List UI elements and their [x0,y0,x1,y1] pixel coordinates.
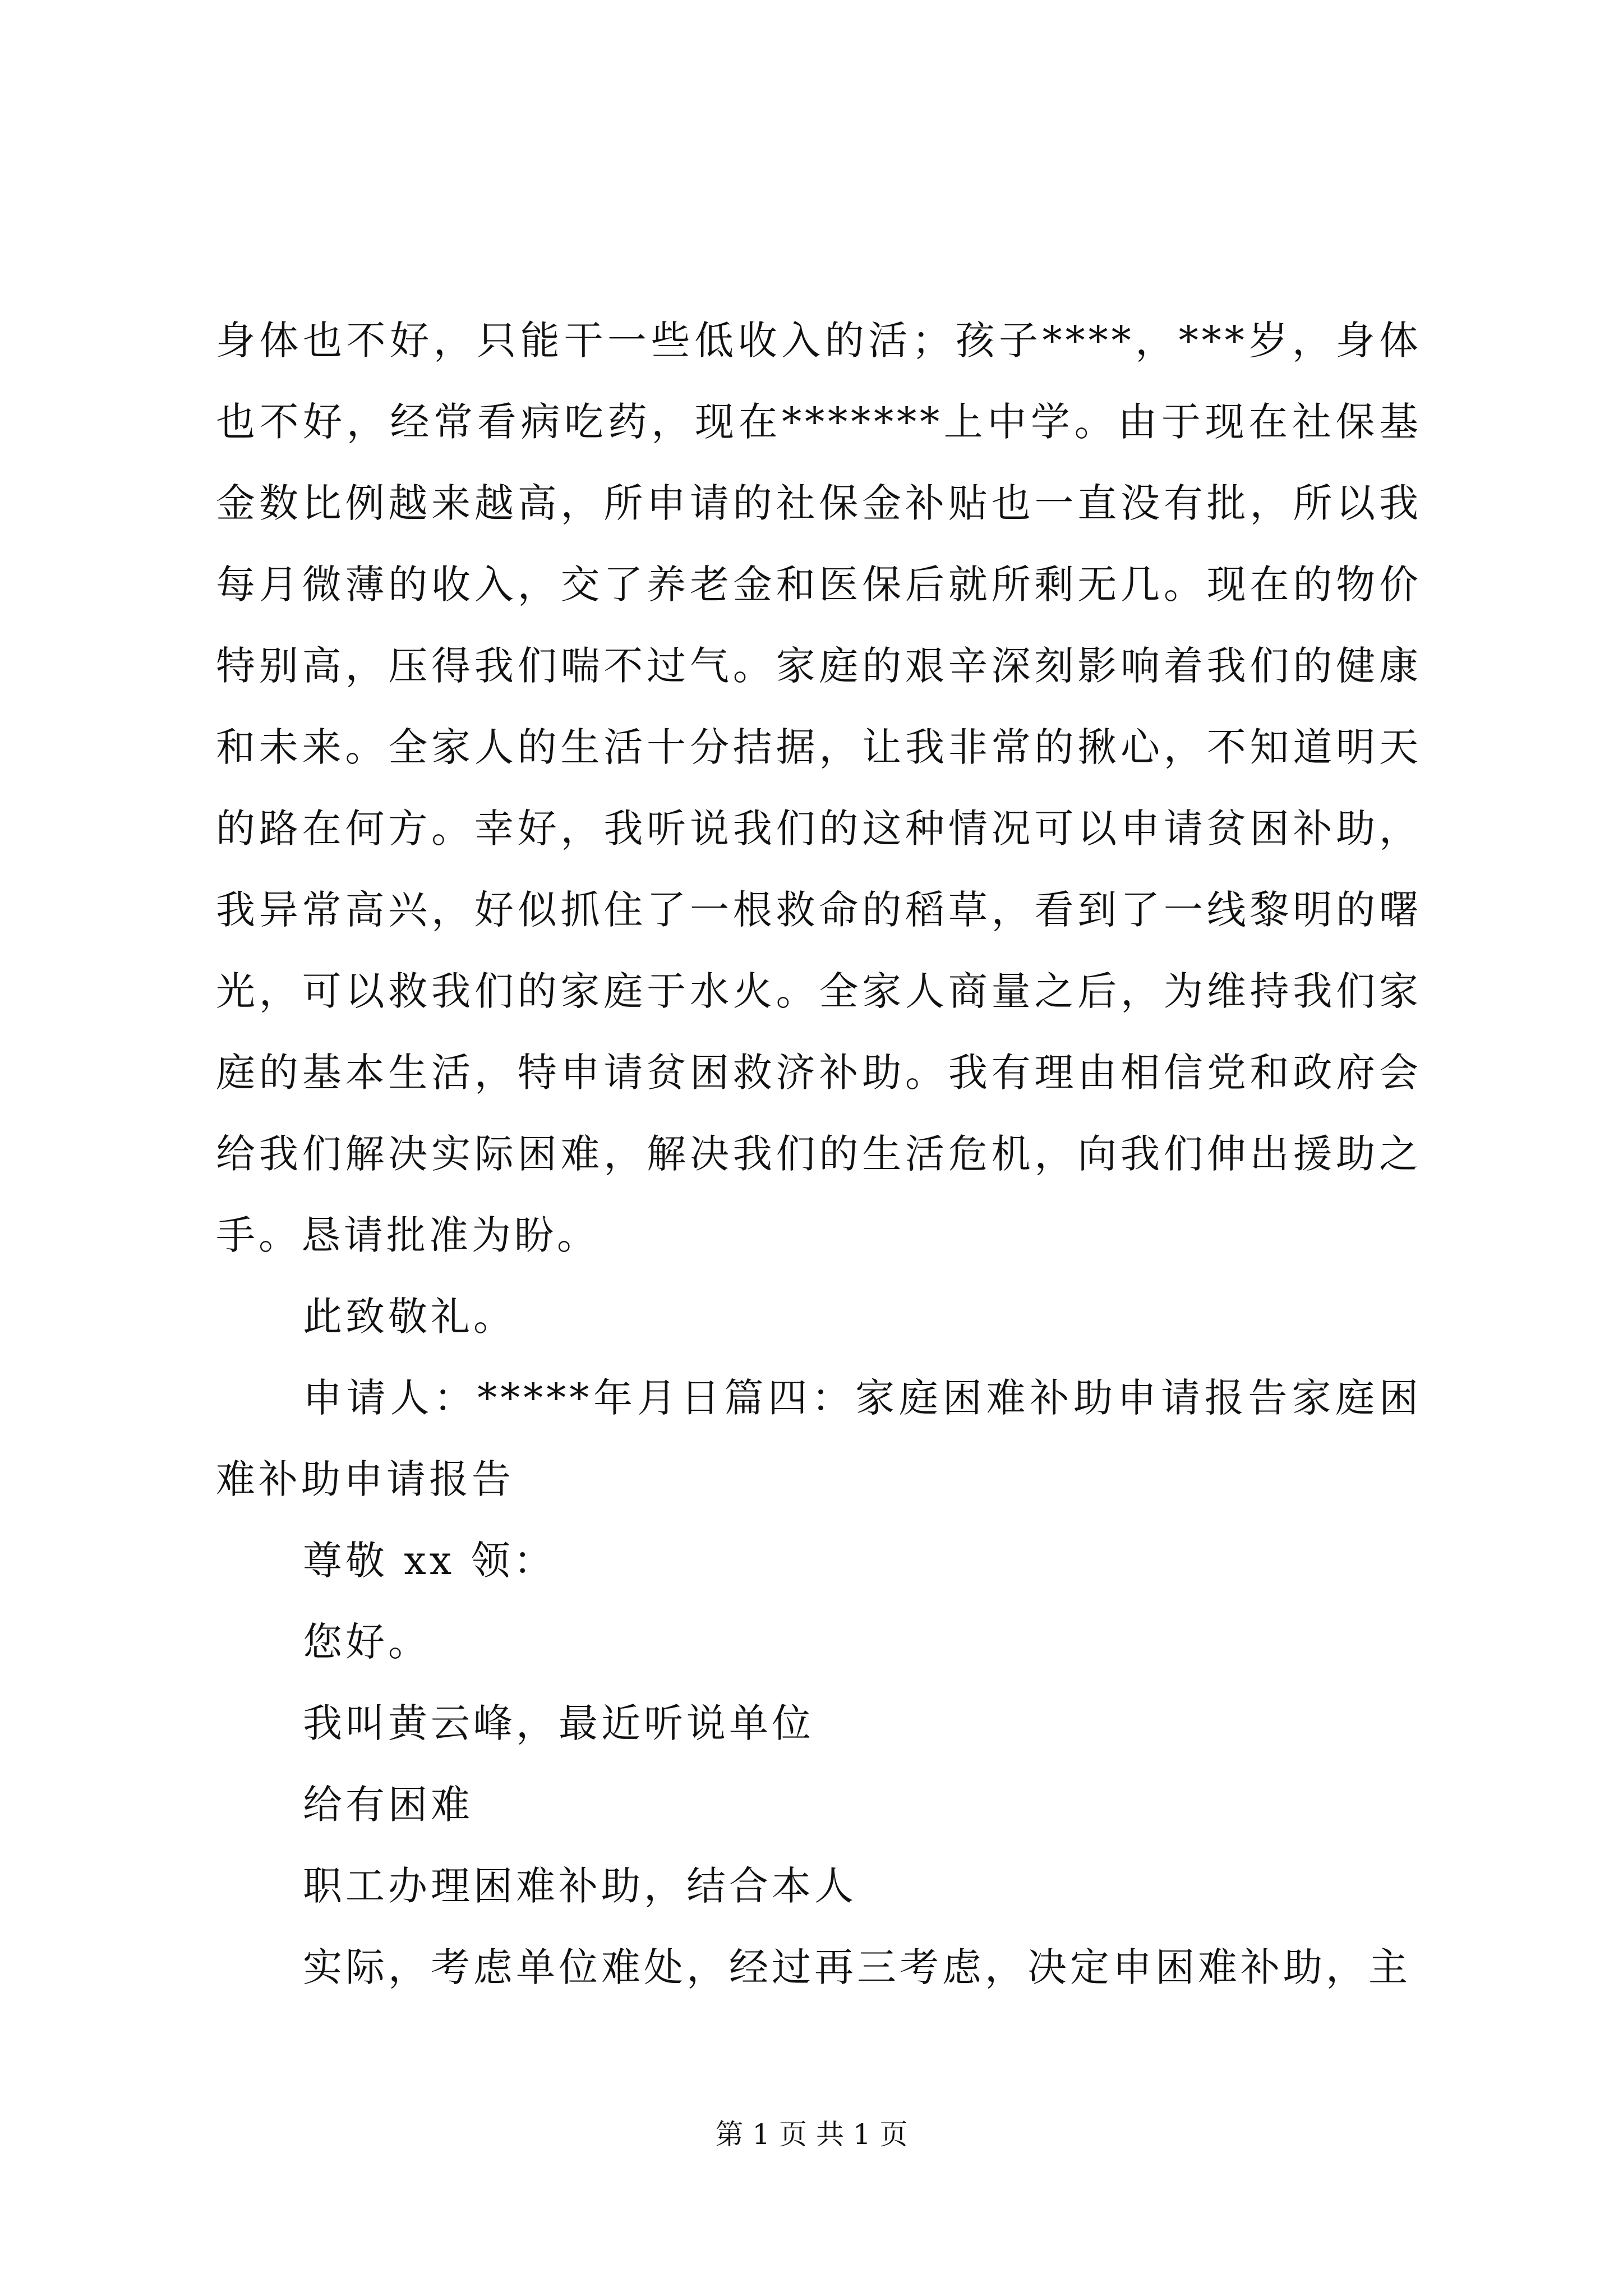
page-number-label: 第 1 页 共 1 页 [715,2118,908,2151]
paragraph-salutation: 尊敬 xx 领： [303,1538,556,1584]
paragraph-difficulty: 给有困难 [303,1782,473,1828]
paragraph-closing: 此致敬礼。 [303,1294,516,1340]
paragraph-decision: 实际，考虑单位难处，经过再三考虑，决定申困难补助，主 [303,1944,1411,1990]
page-footer [0,2115,1623,2154]
document-body [216,300,1422,2008]
paragraph-greeting: 您好。 [303,1619,431,1665]
paragraph-introduction: 我叫黄云峰，最近听说单位 [303,1700,814,1746]
paragraph-hardship-description: 身体也不好，只能干一些低收入的活；孩子****，***岁，身体也不好，经常看病吃药，现在*******上中学。由于现在社保基金数比例越来越高，所申请的社保金补贴也一直没有批，所以我每月微薄的收入，交了养老金和医保后就所剩无几。现在的物价特别高，压得我们喘不过气。家庭的艰辛深刻影响着我们的健康和未来。全家人的生活十分拮据，让我非常的揪心，不知道明天的路在何方。幸好，我听说我们的这种情况可以申请贫困补助，我异常高兴，好似抓住了一根救命的稻草，看到了一线黎明的曙光，可以救我们的家庭于水火。全家人商量之后，为维持我们家庭的基本生活，特申请贫困救济补助。我有理由相信党和政府会给我们解决实际困难，解决我们的生活危机，向我们伸出援助之手。恳请批准为盼。 [216,318,1422,1258]
paragraph-applicant-signature: 申请人：*****年月日篇四：家庭困难补助申请报告家庭困难补助申请报告 [216,1375,1422,1502]
paragraph-subsidy-processing: 职工办理困难补助，结合本人 [303,1863,857,1909]
